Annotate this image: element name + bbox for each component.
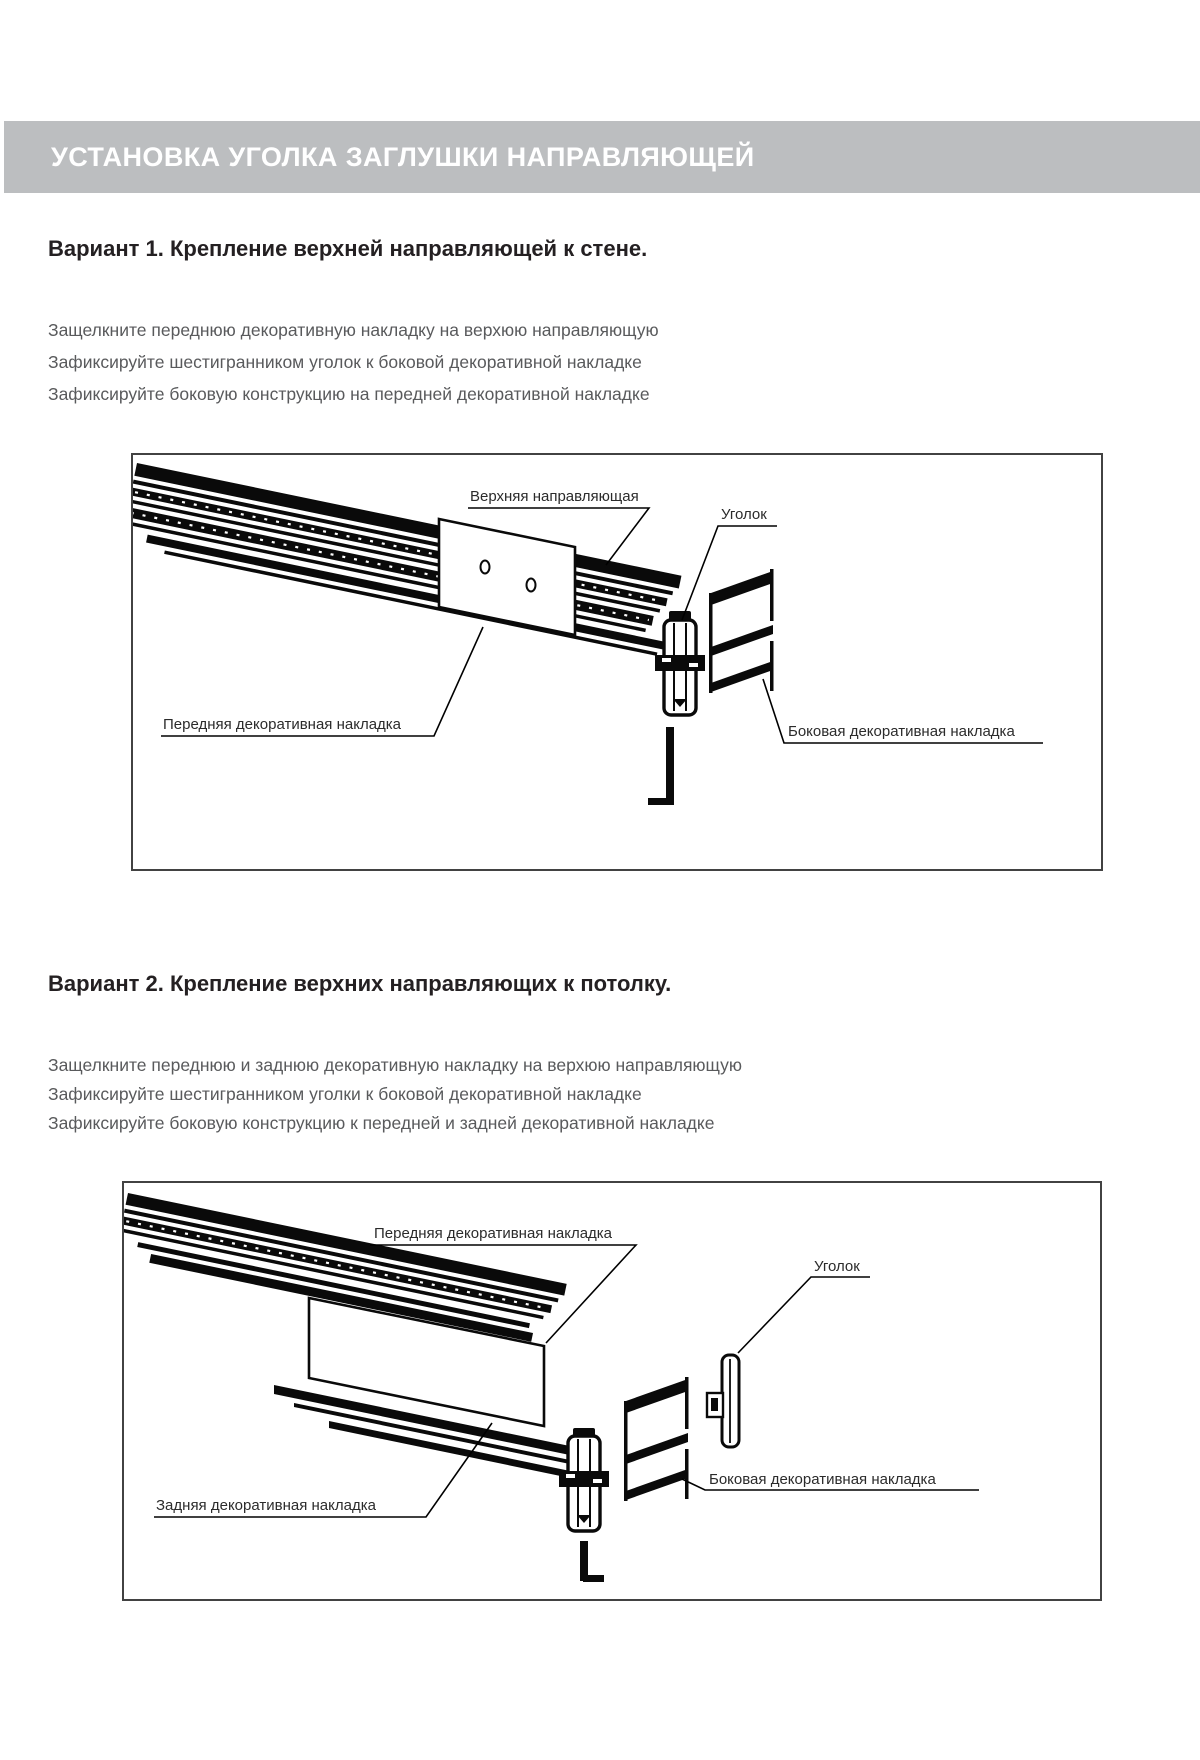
label-side-trim: Боковая декоративная накладка <box>709 1471 936 1488</box>
corner-bracket-part <box>559 1428 609 1531</box>
label-top-rail: Верхняя направляющая <box>470 488 639 505</box>
variant2-heading: Вариант 2. Крепление верхних направляющих к потолку. <box>48 971 672 996</box>
ceiling-mount-drawing <box>124 1183 1100 1599</box>
instruction-line: Зафиксируйте шестигранником уголок к боковой декоративной накладке <box>48 352 642 372</box>
mounting-plate <box>439 519 575 635</box>
label-corner: Уголок <box>721 506 767 523</box>
leader-corner <box>682 526 777 620</box>
corner-bracket-part <box>655 611 705 715</box>
instruction-line: Зафиксируйте шестигранником уголки к боковой декоративной накладке <box>48 1084 642 1104</box>
diagram-variant2-ceiling-mount <box>122 1181 1102 1601</box>
label-corner: Уголок <box>814 1258 860 1275</box>
diagram-variant1-wall-mount <box>131 453 1103 871</box>
section-title-bar <box>4 121 1200 193</box>
hex-key <box>648 727 674 805</box>
label-side-trim: Боковая декоративная накладка <box>788 723 1015 740</box>
hex-key <box>580 1541 604 1582</box>
instruction-line: Зафиксируйте боковую конструкцию к передней и задней декоративной накладке <box>48 1113 715 1133</box>
variant1-instructions <box>48 314 659 410</box>
page-title: УСТАНОВКА УГОЛКА ЗАГЛУШКИ НАПРАВЛЯЮЩЕЙ <box>51 141 755 172</box>
instruction-line: Зафиксируйте боковую конструкцию на передней декоративной накладке <box>48 384 650 404</box>
leader-corner <box>738 1277 870 1353</box>
label-front-trim: Передняя декоративная накладка <box>163 716 402 733</box>
wall-mount-drawing <box>133 455 1101 869</box>
side-trim-part <box>624 1377 689 1501</box>
variant1-heading: Вариант 1. Крепление верхней направляющей к стене. <box>48 236 648 261</box>
label-back-trim: Задняя декоративная накладка <box>156 1497 376 1514</box>
instruction-line: Защелкните переднюю декоративную накладку на верхюю направляющую <box>48 320 659 340</box>
instruction-line: Защелкните переднюю и заднюю декоративную накладку на верхюю направляющую <box>48 1055 743 1075</box>
corner-part <box>707 1355 739 1447</box>
side-trim-part <box>709 569 774 693</box>
variant2-instructions <box>48 1051 742 1138</box>
label-front-trim: Передняя декоративная накладка <box>374 1225 613 1242</box>
